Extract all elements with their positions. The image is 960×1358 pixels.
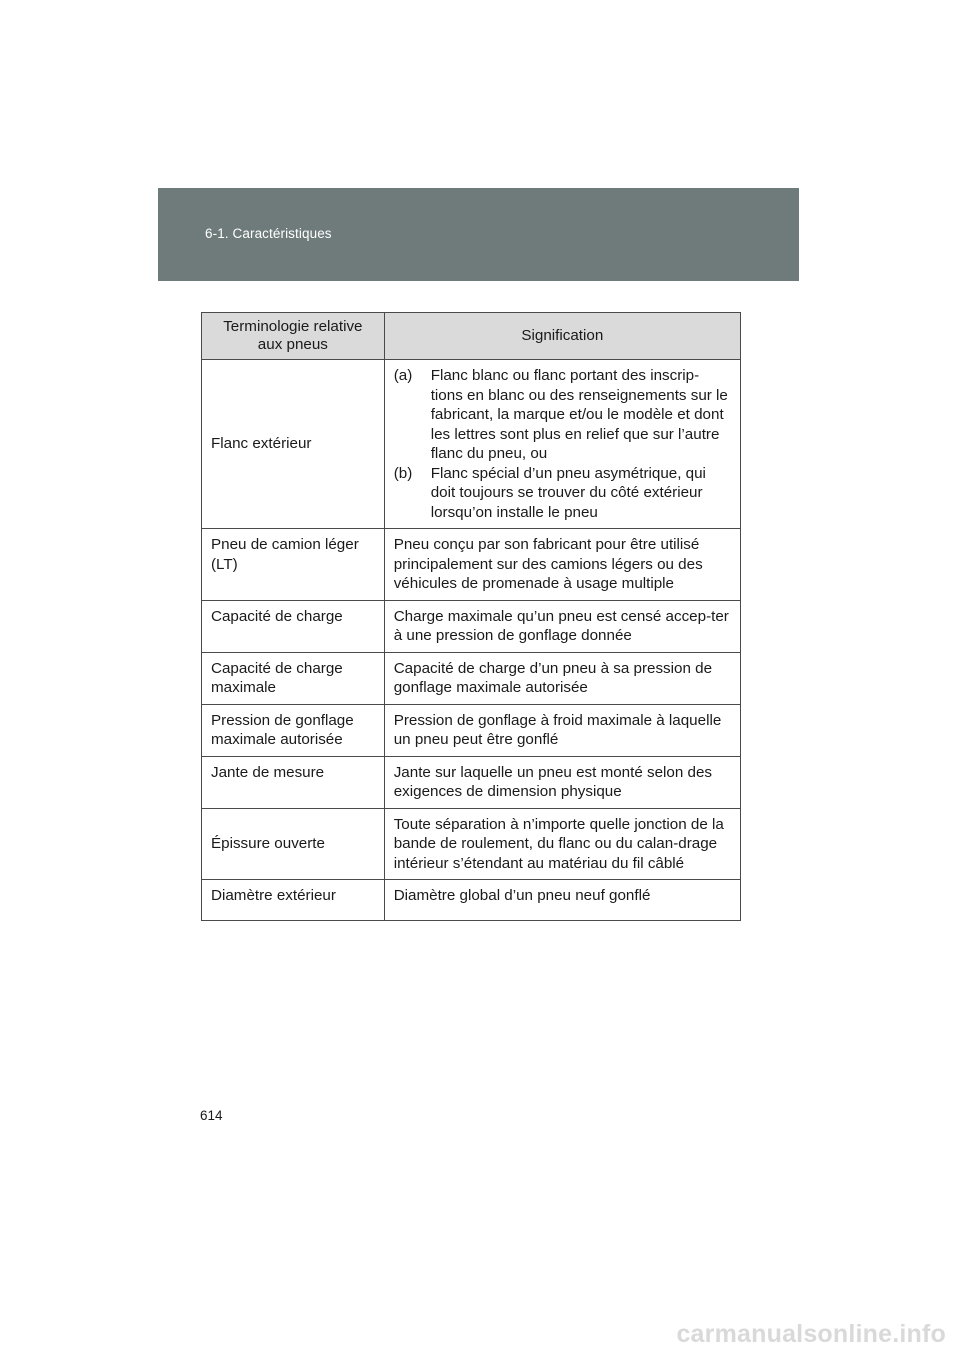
term-cell: Pneu de camion léger (LT) bbox=[202, 529, 385, 601]
meaning-cell: Pression de gonflage à froid maximale à laquelle un pneu peut être gonflé bbox=[384, 704, 740, 756]
term-cell: Capacité de charge bbox=[202, 600, 385, 652]
term-cell: Épissure ouverte bbox=[202, 808, 385, 880]
list-item bbox=[394, 366, 730, 464]
section-title: 6-1. Caractéristiques bbox=[205, 226, 332, 241]
meaning-cell: Capacité de charge d’un pneu à sa pression de gonflage maximale autorisée bbox=[384, 652, 740, 704]
term-cell: Diamètre extérieur bbox=[202, 880, 385, 921]
list-item bbox=[394, 464, 730, 523]
list-item-text: Flanc blanc ou flanc portant des inscrip-tions en blanc ou des renseignements sur le fabricant, la marque et/ou le modèle et dont les lettres sont plus en relief que sur l’autre flanc du pneu, ou bbox=[430, 367, 728, 462]
meaning-cell: Toute séparation à n’importe quelle jonction de la bande de roulement, du flanc ou du calan-drage intérieur s’étendant au matériau du fil câblé bbox=[384, 808, 740, 880]
list-marker: (b) bbox=[393, 464, 413, 482]
term-cell: Pression de gonflage maximale autorisée bbox=[202, 704, 385, 756]
table-row bbox=[202, 756, 741, 808]
header-term: Terminologie relative aux pneus bbox=[202, 313, 385, 360]
term-cell: Flanc extérieur bbox=[202, 360, 385, 529]
table-row bbox=[202, 600, 741, 652]
meaning-cell bbox=[384, 360, 740, 529]
list-item-text: Flanc spécial d’un pneu asymétrique, qui doit toujours se trouver du côté extérieur lorsqu’on installe le pneu bbox=[430, 464, 706, 521]
meaning-cell: Jante sur laquelle un pneu est monté selon des exigences de dimension physique bbox=[384, 756, 740, 808]
meaning-sublist bbox=[394, 366, 730, 522]
table-row bbox=[202, 529, 741, 601]
term-cell: Capacité de charge maximale bbox=[202, 652, 385, 704]
table-row bbox=[202, 880, 741, 921]
table-row bbox=[202, 704, 741, 756]
watermark: carmanualsonline.info bbox=[676, 1320, 946, 1348]
header-meaning: Signification bbox=[384, 313, 740, 360]
tire-terminology-table bbox=[201, 312, 741, 921]
table-row bbox=[202, 652, 741, 704]
table-row bbox=[202, 360, 741, 529]
meaning-cell: Charge maximale qu’un pneu est censé accep-ter à une pression de gonflage donnée bbox=[384, 600, 740, 652]
page-number: 614 bbox=[200, 1108, 223, 1123]
list-marker: (a) bbox=[393, 367, 413, 384]
section-header-band bbox=[158, 188, 799, 281]
meaning-cell: Diamètre global d’un pneu neuf gonflé bbox=[384, 880, 740, 921]
table-header-row bbox=[202, 313, 741, 360]
meaning-cell: Pneu conçu par son fabricant pour être utilisé principalement sur des camions légers ou des véhicules de promenade à usage multiple bbox=[384, 529, 740, 601]
term-cell: Jante de mesure bbox=[202, 756, 385, 808]
table-row bbox=[202, 808, 741, 880]
